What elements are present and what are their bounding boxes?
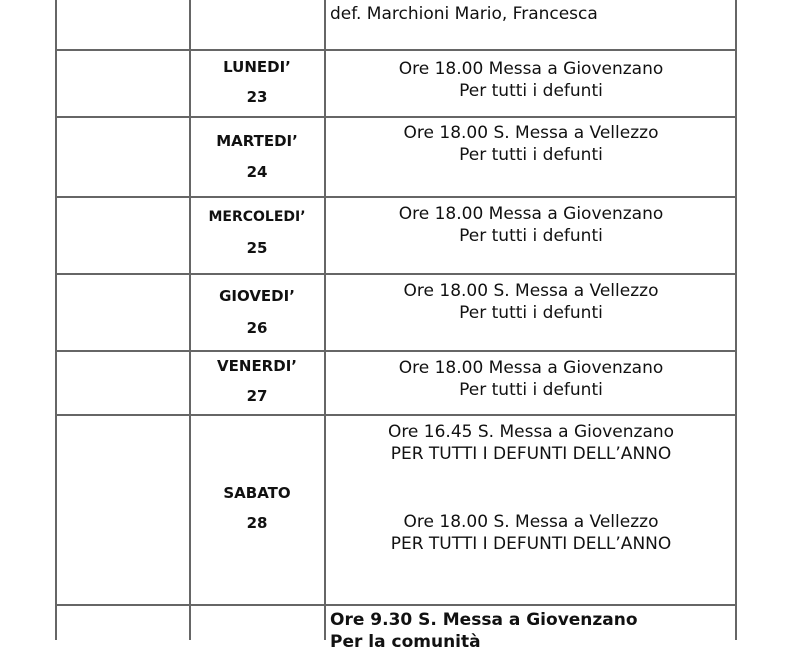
mass-time: Ore 9.30 S. Messa a Giovenzano (330, 610, 638, 630)
mass-cell (330, 609, 740, 653)
day-name: LUNEDI’ (223, 58, 291, 76)
day-date: 24 (246, 163, 268, 181)
row-divider (55, 414, 737, 416)
mass-intention: PER TUTTI I DEFUNTI DELL’ANNO (390, 444, 672, 464)
mass-intention: Per tutti i defunti (459, 81, 603, 101)
mass-time: Ore 16.45 S. Messa a Giovenzano (387, 422, 675, 442)
mass-intention: Per tutti i defunti (459, 303, 603, 323)
mass-intention: Per la comunità (330, 632, 481, 652)
day-date: 26 (246, 319, 268, 337)
mass-time: Ore 18.00 S. Messa a Vellezzo (403, 281, 659, 301)
mass-time: Ore 18.00 Messa a Giovenzano (398, 59, 664, 79)
row-divider (55, 116, 737, 118)
mass-time: Ore 18.00 Messa a Giovenzano (398, 358, 664, 378)
mass-intention: def. Marchioni Mario, Francesca (330, 4, 598, 24)
day-date: 28 (246, 514, 268, 532)
day-cell (190, 132, 324, 181)
day-cell (190, 287, 324, 337)
mass-intention: Per tutti i defunti (459, 226, 603, 246)
day-cell (190, 357, 324, 405)
mass-cell (326, 421, 736, 555)
table-border-left (55, 0, 57, 640)
mass-cell (326, 203, 736, 247)
mass-cell (326, 122, 736, 166)
mass-intention: Per tutti i defunti (459, 145, 603, 165)
mass-cell (326, 280, 736, 324)
day-cell (190, 58, 324, 106)
day-name: SABATO (223, 484, 291, 502)
day-date: 27 (246, 387, 268, 405)
day-date: 23 (246, 88, 268, 106)
row-divider (55, 273, 737, 275)
day-cell (190, 209, 324, 257)
day-name: GIOVEDI’ (219, 287, 295, 305)
mass-cell (326, 58, 736, 102)
table-row (330, 3, 740, 25)
day-name: MERCOLEDI’ (208, 209, 306, 225)
mass-intention: Per tutti i defunti (459, 380, 603, 400)
mass-time: Ore 18.00 S. Messa a Vellezzo (403, 512, 659, 532)
mass-time: Ore 18.00 S. Messa a Vellezzo (403, 123, 659, 143)
day-date: 25 (246, 239, 268, 257)
mass-intention: PER TUTTI I DEFUNTI DELL’ANNO (390, 534, 672, 554)
mass-cell (326, 357, 736, 401)
row-divider (55, 196, 737, 198)
mass-time: Ore 18.00 Messa a Giovenzano (398, 204, 664, 224)
row-divider (55, 604, 737, 606)
row-divider (55, 49, 737, 51)
day-name: VENERDI’ (217, 357, 297, 375)
day-name: MARTEDI’ (216, 132, 298, 150)
day-cell (190, 484, 324, 532)
row-divider (55, 350, 737, 352)
